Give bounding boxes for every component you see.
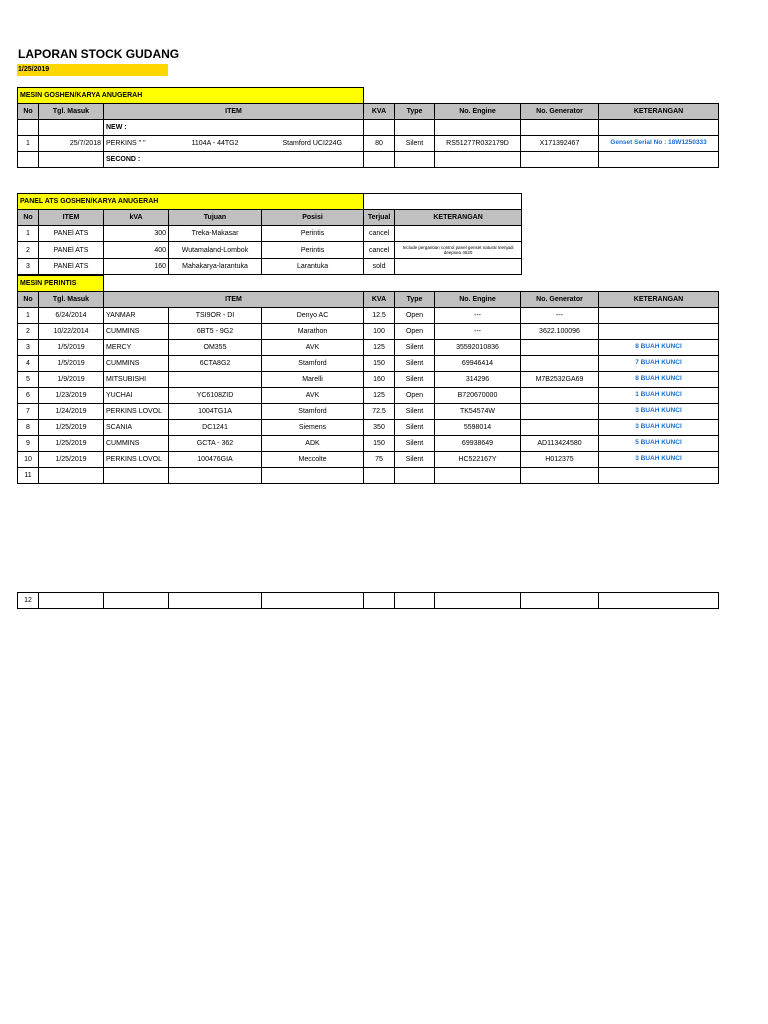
cell: 10/22/2014 — [39, 324, 104, 340]
cell: 9 — [18, 436, 39, 452]
cell — [521, 404, 599, 420]
cell: 7 — [18, 404, 39, 420]
cell — [521, 468, 599, 484]
cell: YC6108ZID — [169, 388, 262, 404]
table-row — [18, 388, 719, 404]
cell: DC1241 — [169, 420, 262, 436]
cell: 1 — [18, 136, 39, 152]
cell: 3 — [18, 259, 39, 275]
cell: H012375 — [521, 452, 599, 468]
cell: 1 — [18, 226, 39, 242]
cell: 160 — [364, 372, 395, 388]
cell: 3 BUAH KUNCI — [599, 420, 719, 436]
col-header: No. Generator — [521, 292, 599, 308]
cell: 5598014 — [435, 420, 521, 436]
cell: 300 — [104, 226, 169, 242]
cell: 160 — [104, 259, 169, 275]
cell: CUMMINS — [104, 324, 169, 340]
cell: 11 — [18, 468, 39, 484]
table-row — [18, 468, 719, 484]
cell — [39, 468, 104, 484]
cell: Denyo AC — [262, 308, 364, 324]
cell — [364, 468, 395, 484]
table-row — [18, 436, 719, 452]
col-header: KETERANGAN — [599, 104, 719, 120]
cell: OM355 — [169, 340, 262, 356]
cell: PANEl ATS — [39, 259, 104, 275]
cell: GCTA - 362 — [169, 436, 262, 452]
cell: 12.5 — [364, 308, 395, 324]
cell: 3622.100096 — [521, 324, 599, 340]
col-header: No. Generator — [521, 104, 599, 120]
cell: Siemens — [262, 420, 364, 436]
cell: Larantuka — [262, 259, 364, 275]
col-header: KETERANGAN — [395, 210, 522, 226]
cell: YANMAR — [104, 308, 169, 324]
cell: CUMMINS — [104, 436, 169, 452]
cell: TK54574W — [435, 404, 521, 420]
table-row — [18, 136, 719, 152]
cell: Genset Serial No : 18W1250333 — [599, 136, 719, 152]
cell: Include pergantian control panel genset natural menjadi deepsea 4520 — [395, 242, 522, 259]
cell: Stamford — [262, 356, 364, 372]
report-title: LAPORAN STOCK GUDANG — [18, 47, 180, 61]
table-row — [18, 356, 719, 372]
cell: 72.5 — [364, 404, 395, 420]
col-header: Tgl. Masuk — [39, 104, 104, 120]
cell: 10 — [18, 452, 39, 468]
cell: 2 — [18, 324, 39, 340]
cell: PANEl ATS — [39, 226, 104, 242]
cell — [104, 468, 169, 484]
cell: Open — [395, 324, 435, 340]
section-header-perintis: MESIN PERINTIS — [18, 276, 104, 292]
cell: 1004TG1A — [169, 404, 262, 420]
cell: --- — [435, 308, 521, 324]
table-row — [18, 242, 522, 259]
table-row — [18, 324, 719, 340]
cell: 1/5/2019 — [39, 340, 104, 356]
cell — [521, 420, 599, 436]
cell: Silent — [395, 404, 435, 420]
cell: 400 — [104, 242, 169, 259]
col-header: ITEM — [104, 292, 364, 308]
col-header: No — [18, 292, 39, 308]
cell — [599, 324, 719, 340]
cell: 1/25/2019 — [39, 436, 104, 452]
col-header: No — [18, 210, 39, 226]
col-header: No. Engine — [435, 104, 521, 120]
cell: PERKINS " " — [104, 136, 169, 152]
cell: 69938649 — [435, 436, 521, 452]
second-label: SECOND : — [104, 152, 364, 168]
cell: 350 — [364, 420, 395, 436]
col-header: KVA — [364, 292, 395, 308]
cell: Silent — [395, 436, 435, 452]
cell: Silent — [395, 420, 435, 436]
cell: 1/24/2019 — [39, 404, 104, 420]
table-row — [18, 420, 719, 436]
cell: 1/5/2019 — [39, 356, 104, 372]
cell: 3 BUAH KUNCI — [599, 404, 719, 420]
cell: 3 BUAH KUNCI — [599, 452, 719, 468]
cell: --- — [435, 324, 521, 340]
col-header: Tujuan — [169, 210, 262, 226]
cell: Silent — [395, 372, 435, 388]
cell: PANEl ATS — [39, 242, 104, 259]
cell — [262, 468, 364, 484]
cell: PERKINS LOVOL — [104, 452, 169, 468]
cell: Perintis — [262, 226, 364, 242]
cell: ADK — [262, 436, 364, 452]
cell — [169, 372, 262, 388]
table-row — [18, 452, 719, 468]
col-header: KVA — [364, 104, 395, 120]
cell: 1/25/2019 — [39, 420, 104, 436]
panel-table — [17, 193, 522, 275]
cell: 5 BUAH KUNCI — [599, 436, 719, 452]
table-row — [18, 340, 719, 356]
cell: 75 — [364, 452, 395, 468]
cell: CUMMINS — [104, 356, 169, 372]
cell — [521, 356, 599, 372]
cell: 150 — [364, 436, 395, 452]
cell: 6 — [18, 388, 39, 404]
cell — [521, 388, 599, 404]
cell — [599, 308, 719, 324]
cell: 1 — [18, 308, 39, 324]
cell: Wutamaland-Lombok — [169, 242, 262, 259]
cell: Perintis — [262, 242, 364, 259]
cell: 6CTA8G2 — [169, 356, 262, 372]
new-label: NEW : — [104, 120, 364, 136]
cell: Marathon — [262, 324, 364, 340]
cell: Silent — [395, 340, 435, 356]
col-header: ITEM — [104, 104, 364, 120]
table-row — [18, 404, 719, 420]
cell: 314296 — [435, 372, 521, 388]
table-row — [18, 226, 522, 242]
cell: RS51277R032179D — [435, 136, 521, 152]
cell: AD113424580 — [521, 436, 599, 452]
col-header: ITEM — [39, 210, 104, 226]
cell: HC522167Y — [435, 452, 521, 468]
cell: Silent — [395, 136, 435, 152]
cell: B720670000 — [435, 388, 521, 404]
cell: AVK — [262, 340, 364, 356]
perintis-table — [17, 275, 719, 484]
cell: 1/25/2019 — [39, 452, 104, 468]
cell: sold — [364, 259, 395, 275]
cell: YUCHAI — [104, 388, 169, 404]
cell: 7 BUAH KUNCI — [599, 356, 719, 372]
cell: TSI9OR - DI — [169, 308, 262, 324]
cell: 8 — [18, 420, 39, 436]
cell: 150 — [364, 356, 395, 372]
row-12-table — [17, 592, 719, 609]
goshen-table — [17, 87, 719, 168]
cell: 35592010836 — [435, 340, 521, 356]
cell: 100 — [364, 324, 395, 340]
cell: Open — [395, 388, 435, 404]
cell: 12 — [18, 593, 39, 609]
cell: --- — [521, 308, 599, 324]
table-row — [18, 152, 719, 168]
cell — [599, 468, 719, 484]
cell: Stamford UCI224G — [262, 136, 364, 152]
col-header: Terjual — [364, 210, 395, 226]
cell: 1104A - 44TG2 — [169, 136, 262, 152]
section-header-panel: PANEL ATS GOSHEN/KARYA ANUGERAH — [18, 194, 364, 210]
section-header-goshen: MESIN GOSHEN/KARYA ANUGERAH — [18, 88, 364, 104]
cell — [395, 468, 435, 484]
cell: 1 BUAH KUNCI — [599, 388, 719, 404]
col-header: Tgl. Masuk — [39, 292, 104, 308]
cell: 8 BUAH KUNCI — [599, 372, 719, 388]
col-header: Type — [395, 104, 435, 120]
cell: Meccolte — [262, 452, 364, 468]
cell: Stamford — [262, 404, 364, 420]
table-row — [18, 259, 522, 275]
cell: Silent — [395, 452, 435, 468]
cell: 25/7/2018 — [39, 136, 104, 152]
cell: MITSUBISHI — [104, 372, 169, 388]
cell: AVK — [262, 388, 364, 404]
col-header: Type — [395, 292, 435, 308]
cell — [395, 259, 522, 275]
cell — [395, 226, 522, 242]
cell: 80 — [364, 136, 395, 152]
col-header: Posisi — [262, 210, 364, 226]
col-header: KETERANGAN — [599, 292, 719, 308]
cell: Open — [395, 308, 435, 324]
cell: 6/24/2014 — [39, 308, 104, 324]
cell: cancel — [364, 242, 395, 259]
report-date: 1/25/2019 — [17, 64, 168, 76]
cell: 1/23/2019 — [39, 388, 104, 404]
cell: 100476GIA — [169, 452, 262, 468]
cell: 3 — [18, 340, 39, 356]
table-row — [18, 308, 719, 324]
cell: 5 — [18, 372, 39, 388]
col-header: kVA — [104, 210, 169, 226]
cell: SCANIA — [104, 420, 169, 436]
cell: Marelli — [262, 372, 364, 388]
table-row — [18, 120, 719, 136]
cell: 8 BUAH KUNCI — [599, 340, 719, 356]
cell: 69946414 — [435, 356, 521, 372]
cell: X171392467 — [521, 136, 599, 152]
cell: Treka-Makasar — [169, 226, 262, 242]
cell: cancel — [364, 226, 395, 242]
col-header: No. Engine — [435, 292, 521, 308]
cell: Mahakarya-larantuka — [169, 259, 262, 275]
table-row — [18, 372, 719, 388]
cell: PERKINS LOVOL — [104, 404, 169, 420]
cell: 125 — [364, 388, 395, 404]
cell: MERCY — [104, 340, 169, 356]
cell — [169, 468, 262, 484]
table-row — [18, 593, 719, 609]
col-header: No — [18, 104, 39, 120]
cell: 2 — [18, 242, 39, 259]
cell: 125 — [364, 340, 395, 356]
cell: 6BT5 - 9G2 — [169, 324, 262, 340]
cell: Silent — [395, 356, 435, 372]
cell: 4 — [18, 356, 39, 372]
cell: 1/9/2019 — [39, 372, 104, 388]
cell — [521, 340, 599, 356]
cell — [435, 468, 521, 484]
cell: M7B2532GA69 — [521, 372, 599, 388]
